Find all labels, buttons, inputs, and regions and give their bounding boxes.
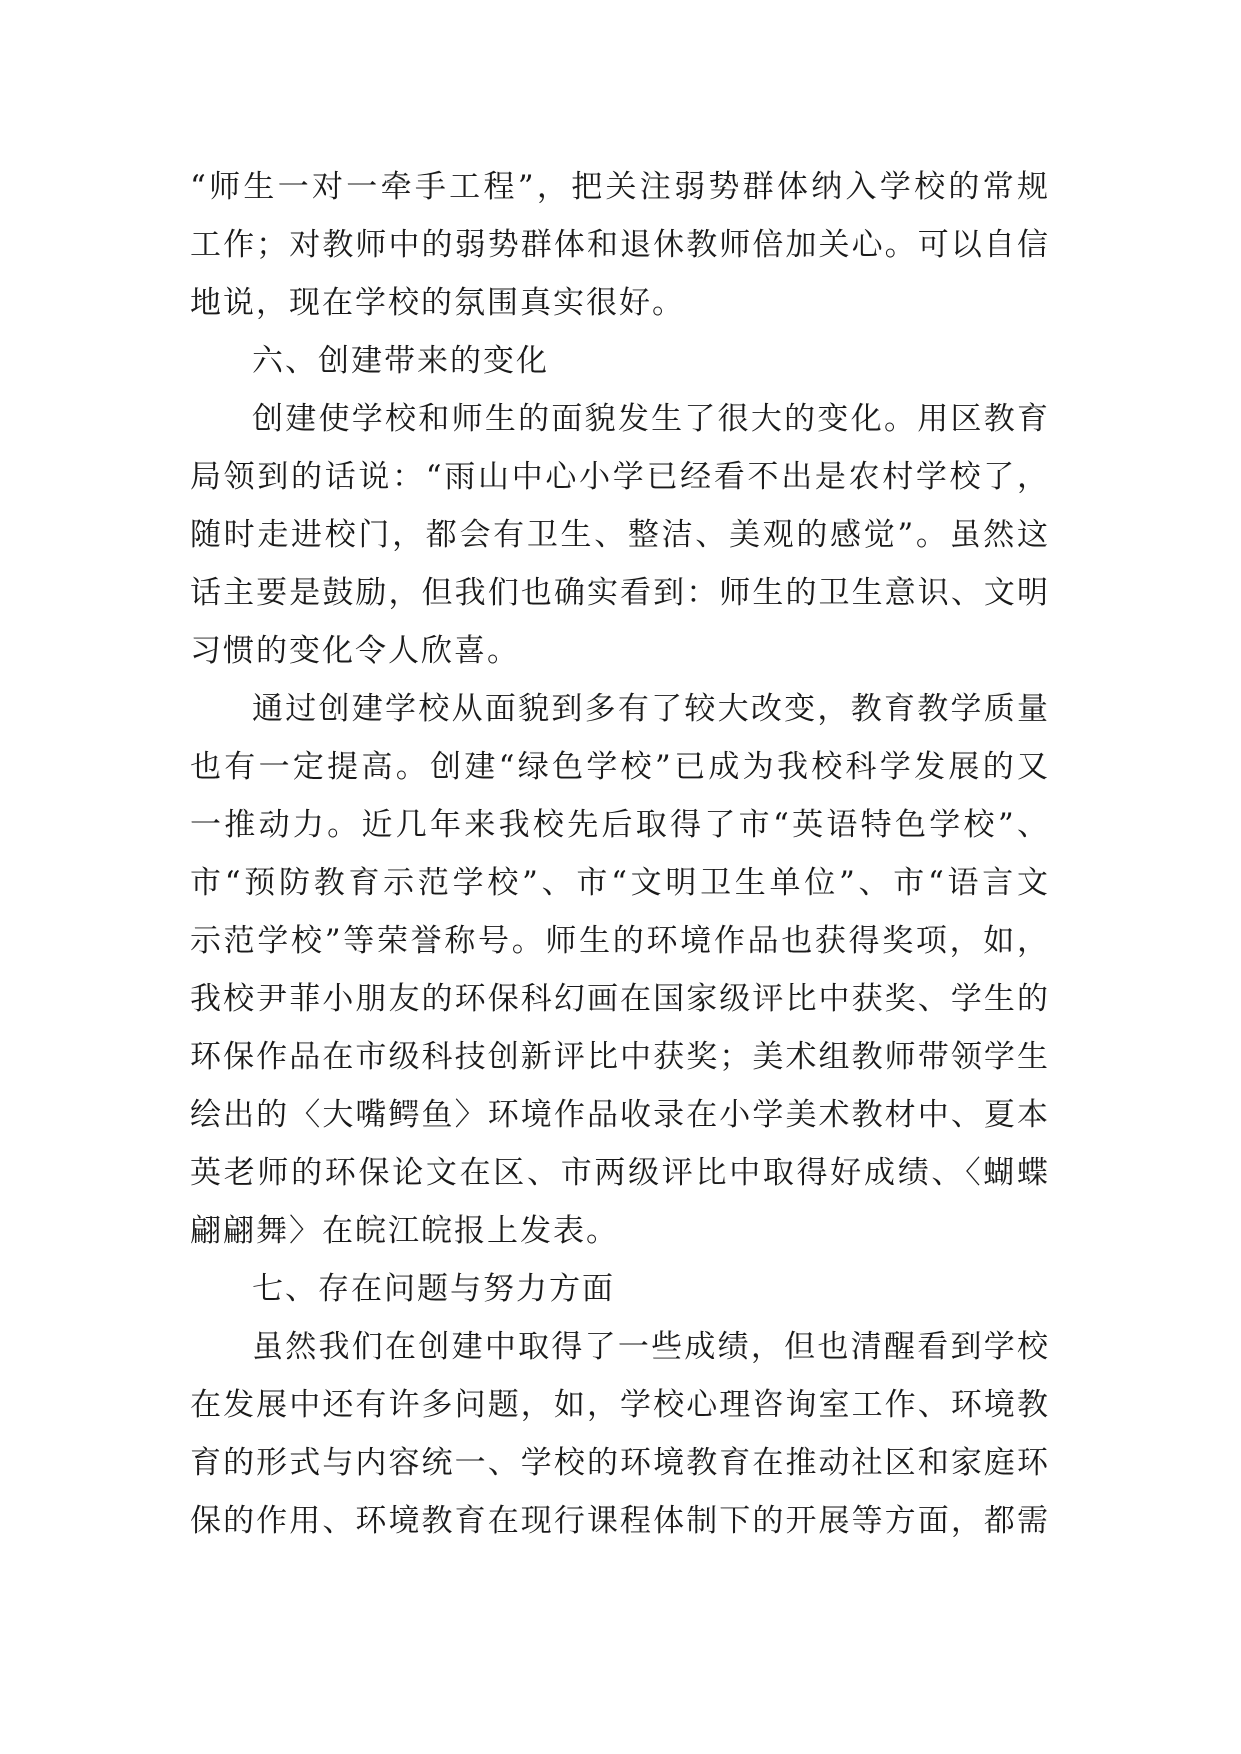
document-body	[190, 158, 1050, 1550]
paragraph-2-line-3: 随时走进校门，都会有卫生、整洁、美观的感觉”。虽然这	[190, 517, 1050, 553]
paragraph-4-line-4: 保的作用、环境教育在现行课程体制下的开展等方面，都需	[190, 1503, 1050, 1539]
paragraph-1-line-1: “师生一对一牵手工程”，把关注弱势群体纳入学校的常规	[190, 169, 1050, 205]
paragraph-3-line-1: 通过创建学校从面貌到多有了较大改变，教育教学质量	[252, 691, 1050, 727]
section-heading-7: 七、存在问题与努力方面	[252, 1271, 615, 1307]
paragraph-3-line-6: 我校尹菲小朋友的环保科幻画在国家级评比中获奖、学生的	[190, 981, 1050, 1017]
paragraph-2-line-4: 话主要是鼓励，但我们也确实看到：师生的卫生意识、文明	[190, 575, 1050, 611]
paragraph-3-line-7: 环保作品在市级科技创新评比中获奖；美术组教师带领学生	[190, 1039, 1050, 1075]
paragraph-3-line-2: 也有一定提高。创建“绿色学校”已成为我校科学发展的又	[190, 749, 1050, 785]
paragraph-3-line-10: 翩翩舞〉在皖江皖报上发表。	[190, 1213, 619, 1249]
paragraph-3-line-3: 一推动力。近几年来我校先后取得了市“英语特色学校”、	[190, 807, 1050, 843]
paragraph-4-line-3: 育的形式与内容统一、学校的环境教育在推动社区和家庭环	[190, 1445, 1050, 1481]
paragraph-3-line-5: 示范学校”等荣誉称号。师生的环境作品也获得奖项，如，	[190, 923, 1050, 959]
paragraph-3-line-4: 市“预防教育示范学校”、市“文明卫生单位”、市“语言文	[190, 865, 1050, 901]
paragraph-2-line-5: 习惯的变化令人欣喜。	[190, 633, 520, 669]
section-heading-6: 六、创建带来的变化	[252, 343, 549, 379]
paragraph-2-line-1: 创建使学校和师生的面貌发生了很大的变化。用区教育	[252, 401, 1050, 437]
paragraph-4-line-2: 在发展中还有许多问题，如，学校心理咨询室工作、环境教	[190, 1387, 1050, 1423]
paragraph-3-line-9: 英老师的环保论文在区、市两级评比中取得好成绩、〈蝴蝶	[190, 1155, 1050, 1191]
paragraph-1-line-2: 工作；对教师中的弱势群体和退休教师倍加关心。可以自信	[190, 227, 1050, 263]
paragraph-4-line-1: 虽然我们在创建中取得了一些成绩，但也清醒看到学校	[252, 1329, 1050, 1365]
paragraph-1-line-3: 地说，现在学校的氛围真实很好。	[190, 285, 685, 321]
paragraph-3-line-8: 绘出的〈大嘴鳄鱼〉环境作品收录在小学美术教材中、夏本	[190, 1097, 1050, 1133]
paragraph-2-line-2: 局领到的话说：“雨山中心小学已经看不出是农村学校了，	[190, 459, 1050, 495]
